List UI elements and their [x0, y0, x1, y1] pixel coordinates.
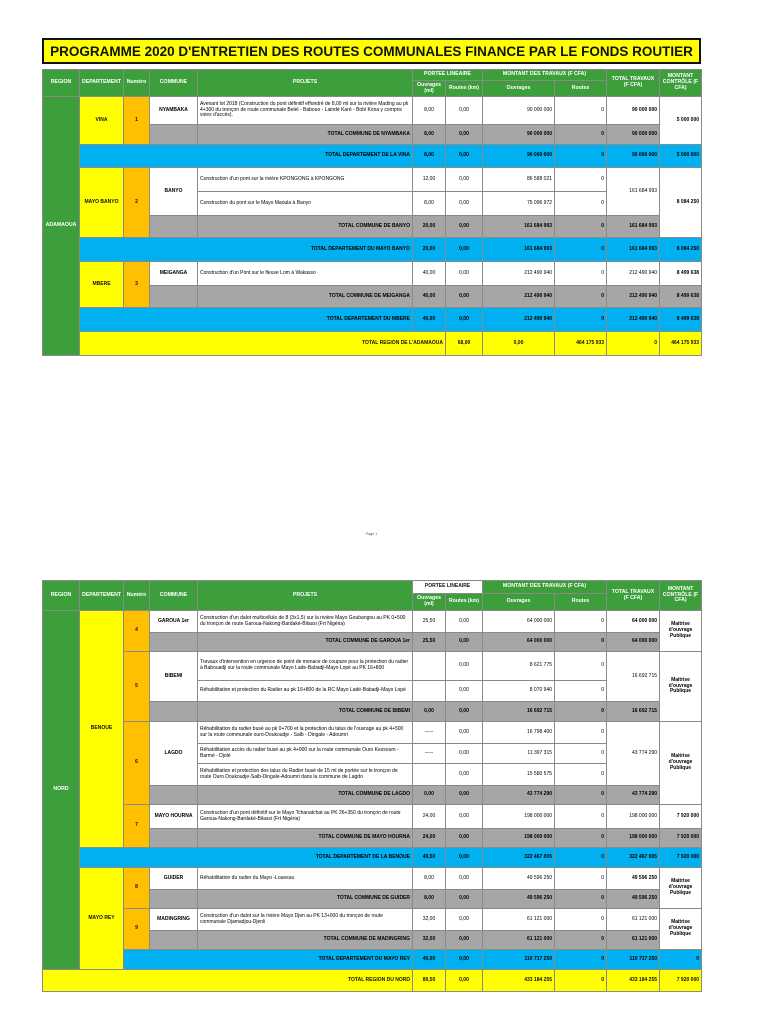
header-departement: DEPARTEMENT: [80, 581, 124, 611]
controle-cell: 7 920 000: [660, 805, 702, 829]
montant-ouvrages-cell: 11 397 315: [483, 744, 555, 764]
header-portee: PORTEE LINEAIRE: [413, 70, 483, 81]
departement-total-routes-km: 0,00: [446, 950, 483, 970]
departement-total-label: TOTAL DEPARTEMENT DE LA BENOUE: [80, 848, 413, 868]
montant-ouvrages-cell: 86 588 021: [483, 168, 555, 192]
commune-total-spacer: [150, 633, 198, 652]
commune-total-routes: 0: [555, 216, 607, 238]
commune-total-controle: 7 920 000: [660, 829, 702, 848]
ouvrages-ml-cell: 12,00: [413, 168, 446, 192]
header-routes: Routes: [555, 81, 607, 97]
routes-km-cell: 0,00: [446, 611, 483, 633]
commune-total-travaux: 49 596 250: [607, 890, 660, 909]
header-ouvrages: Ouvrages: [483, 594, 555, 611]
controle-cell: 5 000 000: [660, 97, 702, 145]
commune-total-travaux: 16 692 715: [607, 702, 660, 722]
total-travaux-cell: 49 596 250: [607, 868, 660, 890]
departement-total-routes: 0: [555, 848, 607, 868]
controle-cell: Maitrise d'ouvrage Publique: [660, 652, 702, 722]
header-routes-km: Routes (km): [446, 594, 483, 611]
montant-ouvrages-cell: 212 490 940: [483, 262, 555, 286]
routes-km-cell: 0,00: [446, 805, 483, 829]
header-ouvrages-ml: Ouvrages (ml): [413, 594, 446, 611]
departement-cell: MAYO REY: [80, 868, 124, 970]
region-total-ouvrages-ml: 89,50: [413, 970, 446, 992]
commune-total-travaux: 198 000 000: [607, 829, 660, 848]
montant-routes-cell: 0: [555, 909, 607, 931]
routes-km-cell: 0,00: [446, 764, 483, 786]
montant-routes-cell: 0: [555, 722, 607, 744]
projet-cell: Réhabilitation accès du radier busé au pk 4+900 sur la route communale Ouro Kessoum - Barmé - Djolé: [198, 744, 413, 764]
commune-total-routes: 0: [555, 786, 607, 805]
ouvrages-ml-cell: [413, 681, 446, 702]
departement-total-travaux: 90 000 000: [607, 145, 660, 168]
departement-total-ouvrages-ml: 20,00: [413, 238, 446, 262]
ouvrages-ml-cell: [413, 764, 446, 786]
departement-total-controle: 5 000 000: [660, 145, 702, 168]
commune-total-routes: 0: [555, 702, 607, 722]
projet-cell: Avenant lot 2018 (Construction du pont définitif effondré de 8,00 ml sur la rivière Mading au pk 4+300 du tronçon de route communale Belel - Babouo - Laindé Karé - Bobi Kona y compris voies d'accès).: [198, 97, 413, 125]
numero-cell: 8: [124, 868, 150, 909]
commune-total-routes: 0: [555, 829, 607, 848]
commune-total-ouvrages-ml: 8,00: [413, 125, 446, 145]
commune-total-travaux: 43 774 290: [607, 786, 660, 805]
commune-total-spacer: [150, 216, 198, 238]
departement-total-controle: 0: [660, 950, 702, 970]
routes-km-cell: 0,00: [446, 868, 483, 890]
header-montant-controle: MONTANT CONTRÔLE (F CFA): [660, 70, 702, 97]
projet-cell: Travaux d'intervention en urgence de point de menace de coupure pour la protection du radier à Babouadji sur la route communale Mayo Lade-Babadji-Mayo Lopé au PK 16+800: [198, 652, 413, 681]
projet-cell: Construction du pont sur le Mayo Maoula à Banyo: [198, 192, 413, 216]
region-total-travaux: 464 175 933: [660, 332, 702, 356]
montant-routes-cell: 0: [555, 611, 607, 633]
total-travaux-cell: 16 692 715: [607, 652, 660, 702]
departement-total-routes-km: 0,00: [446, 145, 483, 168]
montant-routes-cell: 0: [555, 805, 607, 829]
commune-total-label: TOTAL COMMUNE DE GUIDER: [198, 890, 413, 909]
departement-cell: MBERE: [80, 262, 124, 308]
controle-cell: 8 084 250: [660, 168, 702, 238]
numero-cell: 5: [124, 652, 150, 722]
commune-total-controle: 8 499 638: [660, 286, 702, 308]
commune-total-label: TOTAL COMMUNE DE NYAMBAKA: [198, 125, 413, 145]
routes-km-cell: 0,00: [446, 192, 483, 216]
ouvrages-ml-cell: 40,00: [413, 262, 446, 286]
commune-total-label: TOTAL COMMUNE DE MEIGANGA: [198, 286, 413, 308]
ouvrages-ml-cell: 8,00: [413, 868, 446, 890]
region-total-routes: 0: [555, 970, 607, 992]
montant-ouvrages-cell: 16 798 400: [483, 722, 555, 744]
region-cell: NORD: [43, 611, 80, 970]
commune-total-ouvrages-ml: 24,00: [413, 829, 446, 848]
commune-total-ouvrages-ml: 0,00: [413, 702, 446, 722]
montant-ouvrages-cell: 8 070 940: [483, 681, 555, 702]
commune-total-spacer: [150, 286, 198, 308]
commune-total-label: TOTAL COMMUNE DE MADINGRING: [198, 931, 413, 950]
projet-cell: Construction d'un dalot multicellule de 8 (3x1,5) sur la rivière Mayo Goubangou au PK 0+500 du tronçon de route Garoua-Nakong-Bardaké-Bilassi (Frt Nigéria): [198, 611, 413, 633]
header-total-travaux: TOTAL TRAVAUX (F CFA): [607, 70, 660, 97]
departement-total-routes-km: 0,00: [446, 848, 483, 868]
routes-km-cell: 0,00: [446, 722, 483, 744]
commune-total-routes-km: 0,00: [446, 702, 483, 722]
routes-km-cell: 0,00: [446, 168, 483, 192]
controle-cell: Maitrise d'ouvrage Publique: [660, 868, 702, 909]
commune-total-routes-km: 0,00: [446, 786, 483, 805]
page-number: Page 1: [366, 532, 378, 536]
departement-total-label: TOTAL DEPARTEMENT DU MAYO BANYO: [80, 238, 413, 262]
commune-total-ouvrages-ml: 32,00: [413, 931, 446, 950]
header-montant-controle: MONTANT CONTRÔLE (F CFA): [660, 581, 702, 611]
total-travaux-cell: 64 000 000: [607, 611, 660, 633]
montant-routes-cell: 0: [555, 652, 607, 681]
numero-cell: 2: [124, 168, 150, 238]
commune-total-ouvrages-ml: 40,00: [413, 286, 446, 308]
commune-total-spacer: [150, 829, 198, 848]
total-travaux-cell: 161 684 993: [607, 168, 660, 216]
commune-total-routes: 0: [555, 890, 607, 909]
ouvrages-ml-cell: -----: [413, 722, 446, 744]
departement-cell: BENOUE: [80, 611, 124, 848]
routes-km-cell: 0,00: [446, 909, 483, 931]
departement-total-montant: 212 490 940: [483, 308, 555, 332]
page-title: PROGRAMME 2020 D'ENTRETIEN DES ROUTES COMMUNALES FINANCE PAR LE FONDS ROUTIER: [42, 38, 701, 64]
montant-routes-cell: 0: [555, 764, 607, 786]
commune-total-routes-km: 0,00: [446, 633, 483, 652]
departement-total-controle: 7 920 000: [660, 848, 702, 868]
region-total-routes-km: 0,00: [483, 332, 555, 356]
region-total-ouvrages-ml: 68,00: [446, 332, 483, 356]
commune-total-montant: 49 596 250: [483, 890, 555, 909]
commune-total-montant: 64 000 000: [483, 633, 555, 652]
commune-total-spacer: [150, 702, 198, 722]
commune-cell: GAROUA 1er: [150, 611, 198, 633]
routes-km-cell: 0,00: [446, 744, 483, 764]
montant-ouvrages-cell: 61 121 000: [483, 909, 555, 931]
commune-cell: NYAMBAKA: [150, 97, 198, 125]
departement-cell: VINA: [80, 97, 124, 145]
commune-total-routes: 0: [555, 931, 607, 950]
total-travaux-cell: 43 774 290: [607, 722, 660, 786]
commune-cell: GUIDER: [150, 868, 198, 890]
header-ouvrages-ml: Ouvrages (ml): [413, 81, 446, 97]
commune-total-travaux: 212 490 940: [607, 286, 660, 308]
commune-total-travaux: 64 000 000: [607, 633, 660, 652]
montant-ouvrages-cell: 15 580 575: [483, 764, 555, 786]
departement-total-label: TOTAL DEPARTEMENT DU MAYO REY: [124, 950, 413, 970]
routes-km-cell: 0,00: [446, 262, 483, 286]
total-travaux-cell: 212 490 940: [607, 262, 660, 286]
header-commune: COMMUNE: [150, 70, 198, 97]
projet-cell: Construction d'un pont sur la rivière KPONGONG à KPONGONG: [198, 168, 413, 192]
header-region: REGION: [43, 581, 80, 611]
commune-total-montant: 198 000 000: [483, 829, 555, 848]
departement-total-montant: 110 717 250: [483, 950, 555, 970]
commune-cell: BIBEMI: [150, 652, 198, 702]
commune-total-routes-km: 0,00: [446, 286, 483, 308]
header-montant: MONTANT DES TRAVAUX (F CFA): [483, 581, 607, 594]
total-travaux-cell: 90 000 000: [607, 97, 660, 125]
commune-total-routes-km: 0,00: [446, 890, 483, 909]
departement-total-ouvrages-ml: 40,00: [413, 308, 446, 332]
region-total-montant: 433 184 255: [483, 970, 555, 992]
commune-cell: MEIGANGA: [150, 262, 198, 286]
commune-total-montant: 90 000 000: [483, 125, 555, 145]
montant-routes-cell: 0: [555, 97, 607, 125]
commune-total-ouvrages-ml: 8,00: [413, 890, 446, 909]
numero-cell: 7: [124, 805, 150, 848]
projet-cell: Construction d'un dalot sur la rivière Mayo Djen au PK 13+000 du tronçon de route communale Djamadjou-Djenli: [198, 909, 413, 931]
header-numero: Numéro: [124, 581, 150, 611]
commune-total-spacer: [150, 931, 198, 950]
region-total-routes-km: 0,00: [446, 970, 483, 992]
montant-ouvrages-cell: 75 096 972: [483, 192, 555, 216]
numero-cell: 3: [124, 262, 150, 308]
departement-cell: MAYO BANYO: [80, 168, 124, 238]
ouvrages-ml-cell: [413, 652, 446, 681]
commune-total-label: TOTAL COMMUNE DE BIBEMI: [198, 702, 413, 722]
header-routes-km: Routes (km): [446, 81, 483, 97]
commune-total-routes-km: 0,00: [446, 931, 483, 950]
departement-total-routes-km: 0,00: [446, 308, 483, 332]
header-projets: PROJETS: [198, 581, 413, 611]
numero-cell: 1: [124, 97, 150, 145]
routes-km-cell: 0,00: [446, 652, 483, 681]
controle-cell: Maitrise d'ouvrage Publique: [660, 722, 702, 805]
departement-total-travaux: 110 717 250: [607, 950, 660, 970]
region-total-travaux: 433 184 255: [607, 970, 660, 992]
montant-routes-cell: 0: [555, 192, 607, 216]
departement-total-montant: 90 000 000: [483, 145, 555, 168]
table-nord: [42, 580, 702, 992]
region-total-montant: 464 175 933: [555, 332, 607, 356]
commune-total-routes-km: 0,00: [446, 125, 483, 145]
commune-total-montant: 43 774 290: [483, 786, 555, 805]
region-cell: ADAMAOUA: [43, 97, 80, 356]
region-total-controle: 7 920 000: [660, 970, 702, 992]
departement-total-controle: 8 084 250: [660, 238, 702, 262]
departement-total-montant: 322 467 005: [483, 848, 555, 868]
region-total-routes: 0: [607, 332, 660, 356]
departement-total-routes: 0: [555, 308, 607, 332]
departement-total-routes-km: 0,00: [446, 238, 483, 262]
departement-total-montant: 161 684 993: [483, 238, 555, 262]
montant-routes-cell: 0: [555, 168, 607, 192]
commune-total-travaux: 61 121 000: [607, 931, 660, 950]
projet-cell: Construction d'un pont définitif sur le Mayo Tchanatchat au PK 26+350 du tronçon de route Garoua-Nakong-Bardaké-Bilassi (Frt Nigéria): [198, 805, 413, 829]
commune-total-label: TOTAL COMMUNE DE GAROUA 1er: [198, 633, 413, 652]
departement-total-routes: 0: [555, 950, 607, 970]
total-travaux-cell: 198 000 000: [607, 805, 660, 829]
numero-cell: 4: [124, 611, 150, 652]
montant-routes-cell: 0: [555, 681, 607, 702]
routes-km-cell: 0,00: [446, 97, 483, 125]
commune-total-spacer: [150, 786, 198, 805]
montant-routes-cell: 0: [555, 868, 607, 890]
ouvrages-ml-cell: 8,00: [413, 192, 446, 216]
commune-total-label: TOTAL COMMUNE DE LAGDO: [198, 786, 413, 805]
montant-ouvrages-cell: 198 000 000: [483, 805, 555, 829]
header-ouvrages: Ouvrages: [483, 81, 555, 97]
commune-total-routes: 0: [555, 125, 607, 145]
controle-cell: Maitrise d'ouvrage Publique: [660, 611, 702, 652]
ouvrages-ml-cell: 32,00: [413, 909, 446, 931]
departement-total-travaux: 212 490 940: [607, 308, 660, 332]
commune-total-routes-km: 0,00: [446, 829, 483, 848]
montant-routes-cell: 0: [555, 744, 607, 764]
projet-cell: Réhabilitation et protection du Radier au pk 16+800 de la RC Mayo Ladé-Babadji-Mayo Lopé: [198, 681, 413, 702]
montant-routes-cell: 0: [555, 262, 607, 286]
region-total-label: TOTAL REGION DU NORD: [43, 970, 413, 992]
commune-total-travaux: 161 684 993: [607, 216, 660, 238]
commune-total-label: TOTAL COMMUNE DE MAYO HOURNA: [198, 829, 413, 848]
commune-cell: MAYO HOURNA: [150, 805, 198, 829]
projet-cell: Réhabilitation du radier busé au pk 0+700 et la protection du talus de l'ouvrage au pk 4+500 sur la route communale ouro-Doukoudje - Salb - Dingale - Adoumri: [198, 722, 413, 744]
montant-ouvrages-cell: 64 000 000: [483, 611, 555, 633]
departement-total-travaux: 322 467 005: [607, 848, 660, 868]
routes-km-cell: 0,00: [446, 681, 483, 702]
numero-cell: 9: [124, 909, 150, 950]
header-region: REGION: [43, 70, 80, 97]
ouvrages-ml-cell: -----: [413, 744, 446, 764]
montant-ouvrages-cell: 49 596 250: [483, 868, 555, 890]
header-numero: Numéro: [124, 70, 150, 97]
commune-total-label: TOTAL COMMUNE DE BANYO: [198, 216, 413, 238]
commune-total-routes: 0: [555, 633, 607, 652]
commune-total-routes-km: 0,00: [446, 216, 483, 238]
projet-cell: Construction d'un Pont sur le fleuve Lom à Wakasso: [198, 262, 413, 286]
controle-cell: Maitrise d'ouvrage Publique: [660, 909, 702, 950]
header-total-travaux: TOTAL TRAVAUX (F CFA): [607, 581, 660, 611]
header-commune: COMMUNE: [150, 581, 198, 611]
header-projets: PROJETS: [198, 70, 413, 97]
commune-total-routes: 0: [555, 286, 607, 308]
commune-total-montant: 212 490 940: [483, 286, 555, 308]
commune-total-spacer: [150, 890, 198, 909]
departement-total-routes: 0: [555, 238, 607, 262]
table-adamaoua: [42, 69, 702, 356]
commune-total-ouvrages-ml: 0,00: [413, 786, 446, 805]
departement-total-travaux: 161 684 993: [607, 238, 660, 262]
header-montant: MONTANT DES TRAVAUX (F CFA): [483, 70, 607, 81]
commune-cell: LAGDO: [150, 722, 198, 786]
ouvrages-ml-cell: 8,00: [413, 97, 446, 125]
header-portee: PORTEE LINEAIRE: [413, 581, 483, 594]
commune-total-montant: 61 121 000: [483, 931, 555, 950]
numero-cell: 6: [124, 722, 150, 805]
commune-cell: MADINGRING: [150, 909, 198, 931]
projet-cell: Réhabilitation et protection des talus du Radier busé de 15 ml de portée sur le tronçon de route Ouro Doukoudje-Salb-Dingale-Adoumri dans la commune de Lagdo: [198, 764, 413, 786]
commune-total-montant: 161 684 993: [483, 216, 555, 238]
commune-total-ouvrages-ml: 20,00: [413, 216, 446, 238]
commune-total-montant: 16 692 715: [483, 702, 555, 722]
header-routes: Routes: [555, 594, 607, 611]
total-travaux-cell: 61 121 000: [607, 909, 660, 931]
projet-cell: Réhabilitation du radier du Mayo -Louessa: [198, 868, 413, 890]
ouvrages-ml-cell: 25,50: [413, 611, 446, 633]
departement-total-controle: 8 499 638: [660, 308, 702, 332]
departement-total-routes: 0: [555, 145, 607, 168]
ouvrages-ml-cell: 24,00: [413, 805, 446, 829]
commune-cell: BANYO: [150, 168, 198, 216]
header-departement: DEPARTEMENT: [80, 70, 124, 97]
commune-total-ouvrages-ml: 25,50: [413, 633, 446, 652]
departement-total-label: TOTAL DEPARTEMENT DE LA VINA: [80, 145, 413, 168]
montant-ouvrages-cell: 8 621 775: [483, 652, 555, 681]
departement-total-ouvrages-ml: 8,00: [413, 145, 446, 168]
montant-ouvrages-cell: 90 000 000: [483, 97, 555, 125]
departement-total-ouvrages-ml: 49,50: [413, 848, 446, 868]
commune-total-spacer: [150, 125, 198, 145]
controle-cell: 8 499 638: [660, 262, 702, 286]
departement-total-ouvrages-ml: 40,00: [413, 950, 446, 970]
departement-total-label: TOTAL DEPARTEMENT DU MBERE: [80, 308, 413, 332]
region-total-label: TOTAL REGION DE L'ADAMAOUA: [80, 332, 446, 356]
commune-total-travaux: 90 000 000: [607, 125, 660, 145]
